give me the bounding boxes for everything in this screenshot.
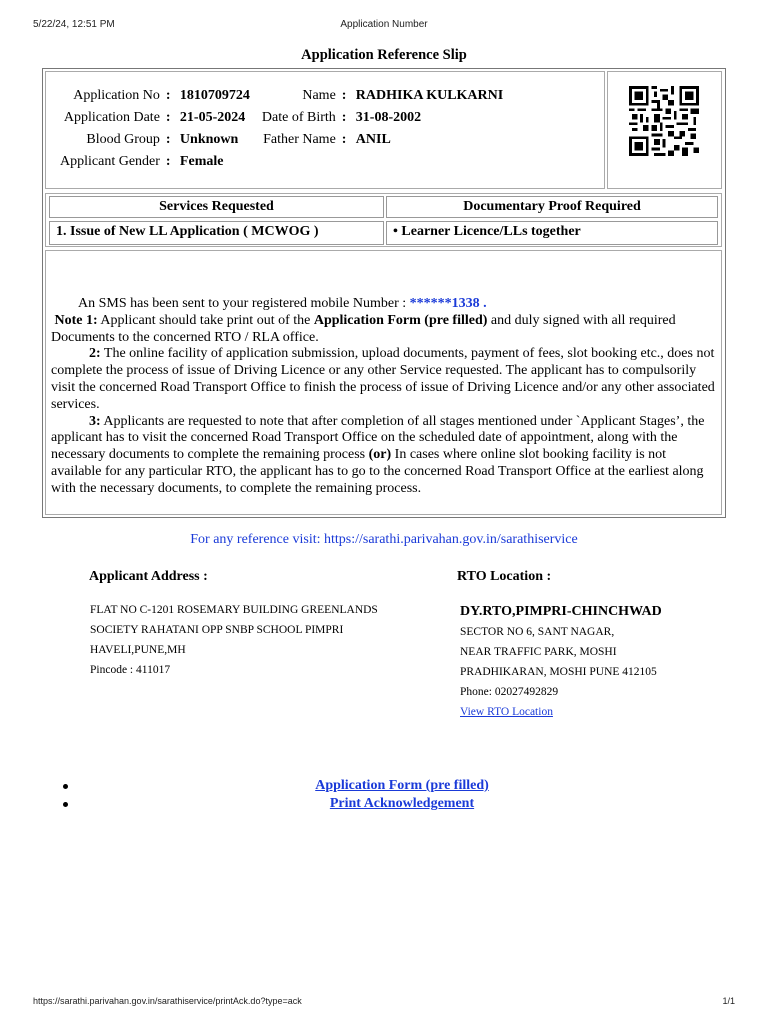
colon: : xyxy=(165,88,171,103)
rto-location-title: RTO Location : xyxy=(457,569,552,584)
note3-bold: (or) xyxy=(368,447,392,463)
address-line-3: HAVELI,PUNE,MH xyxy=(90,644,186,656)
colon: : xyxy=(165,154,171,169)
list-item xyxy=(0,796,768,814)
note1-text-b: and duly signed with all required Documents to the concerned RTO / RLA office. xyxy=(51,312,676,345)
address-line-2: SOCIETY RAHATANI OPP SNBP SCHOOL PIMPRI xyxy=(90,624,344,636)
documentary-proof-header xyxy=(386,196,718,218)
documentary-proof-header-text: Documentary Proof Required xyxy=(463,199,641,214)
note1-bold: Application Form (pre filled) xyxy=(313,312,488,328)
app-date-label: Application Date xyxy=(63,110,160,125)
notes-section xyxy=(51,296,716,498)
print-footer-page: 1/1 xyxy=(722,996,735,1006)
colon: : xyxy=(341,110,347,125)
applicant-address xyxy=(90,600,378,680)
note2-text: The online facility of application submission, upload documents, payment of fees, slot booking etc., does not complete the process of issue of Driving Licence or any other Service requested. The applicant has to compulsorily visit the concerned Road Transport Office to finish the process of issue of Driving Licence and/or any other associated services. xyxy=(51,346,715,412)
services-requested-header xyxy=(49,196,384,218)
applicant-address-title: Applicant Address : xyxy=(89,569,208,584)
list-item xyxy=(0,778,768,796)
service-row-1 xyxy=(49,221,384,245)
colon: : xyxy=(165,110,171,125)
rto-address xyxy=(460,622,657,722)
colon: : xyxy=(165,132,171,147)
print-header-title: Application Number xyxy=(340,19,428,30)
print-footer-url: https://sarathi.parivahan.gov.in/sarathiservice/printAck.do?type=ack xyxy=(33,996,302,1006)
app-no-value: 1810709724 xyxy=(179,88,250,103)
services-requested-header-text: Services Requested xyxy=(159,199,274,214)
address-pincode: Pincode : 411017 xyxy=(90,664,171,676)
name-label: Name xyxy=(302,88,336,103)
father-name-value: ANIL xyxy=(355,132,391,147)
father-name-label: Father Name xyxy=(263,132,336,147)
service-row-1-text: 1. Issue of New LL Application ( MCWOG ) xyxy=(56,224,319,239)
view-rto-location-link[interactable]: View RTO Location xyxy=(460,706,553,718)
sms-number: ******1338 . xyxy=(409,296,487,311)
app-no-label: Application No xyxy=(73,88,160,103)
proof-row-1-text: • Learner Licence/LLs together xyxy=(393,224,581,239)
print-acknowledgement-link[interactable]: Print Acknowledgement xyxy=(329,796,475,811)
rto-phone: Phone: 02027492829 xyxy=(460,686,559,698)
dob-value: 31-08-2002 xyxy=(355,110,422,125)
rto-line-3: PRADHIKARAN, MOSHI PUNE 412105 xyxy=(460,666,657,678)
colon: : xyxy=(341,88,347,103)
application-form-link[interactable]: Application Form (pre filled) xyxy=(315,778,489,793)
address-line-1: FLAT NO C-1201 ROSEMARY BUILDING GREENLANDS xyxy=(90,604,378,616)
sms-text: An SMS has been sent to your registered mobile Number : xyxy=(78,296,410,311)
note1-text-a: Applicant should take print out of the xyxy=(97,312,314,328)
qr-code-image xyxy=(629,86,699,156)
rto-name: DY.RTO,PIMPRI-CHINCHWAD xyxy=(460,604,662,619)
app-date-value: 21-05-2024 xyxy=(179,110,246,125)
action-links-list xyxy=(0,778,768,814)
gender-label: Applicant Gender xyxy=(60,154,160,169)
reference-link[interactable]: For any reference visit: https://sarathi.parivahan.gov.in/sarathiservice xyxy=(190,532,578,547)
applicant-details xyxy=(60,88,515,176)
name-value: RADHIKA KULKARNI xyxy=(355,88,504,103)
print-datetime: 5/22/24, 12:51 PM xyxy=(33,19,115,30)
colon: : xyxy=(341,132,347,147)
blood-group-value: Unknown xyxy=(179,132,239,147)
note2-label: 2: xyxy=(89,346,101,362)
gender-value: Female xyxy=(179,154,224,169)
note3-label: 3: xyxy=(89,413,101,429)
blood-group-label: Blood Group xyxy=(86,132,160,147)
note3-text-b: In cases where online slot booking facility is not available for any particular RTO, the applicant has to go to the concerned Road Transport Office at the earliest along with the necessary documents, to complete the remaining process. xyxy=(51,447,704,496)
slip-title: Application Reference Slip xyxy=(301,47,467,63)
dob-label: Date of Birth xyxy=(261,110,336,125)
rto-line-2: NEAR TRAFFIC PARK, MOSHI xyxy=(460,646,617,658)
proof-row-1 xyxy=(386,221,718,245)
note1-label: Note 1: xyxy=(54,312,98,328)
rto-line-1: SECTOR NO 6, SANT NAGAR, xyxy=(460,626,615,638)
note3-text-a: Applicants are requested to note that after completion of all stages mentioned under `Applicant Stages’, the applicant has to visit the concerned Road Transport Office on the scheduled date of appointment, along with the necessary documents to complete the remaining process xyxy=(51,413,705,463)
